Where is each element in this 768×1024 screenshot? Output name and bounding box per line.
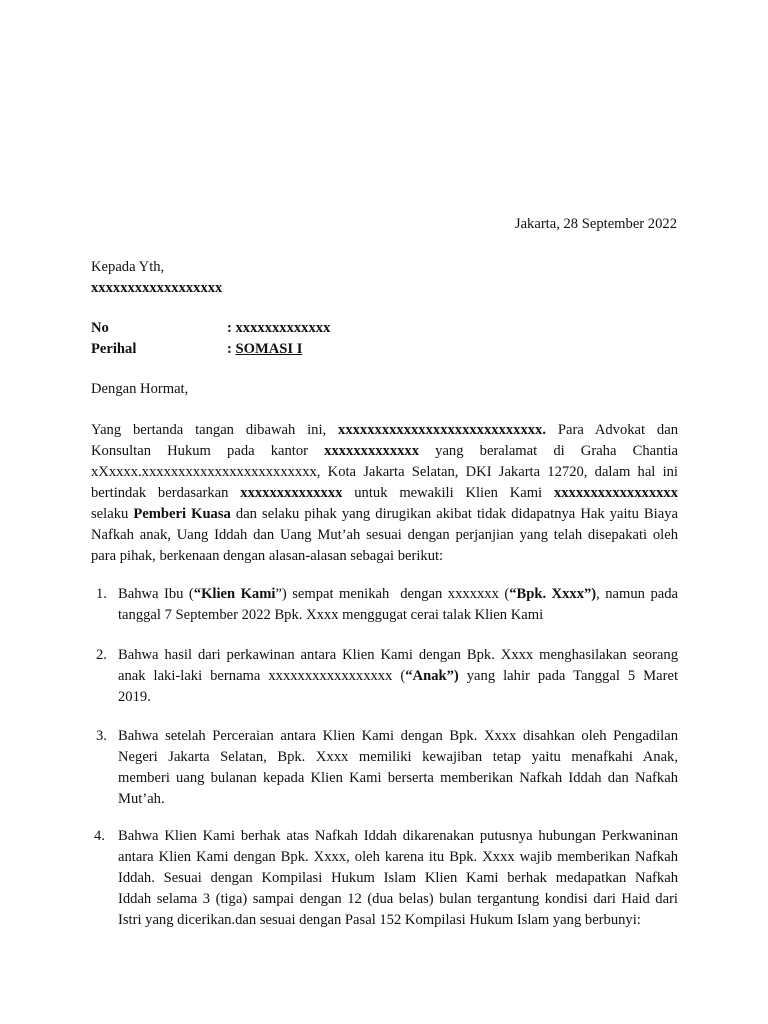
body-paragraph (91, 420, 678, 567)
body-line: Yang bertanda tangan dibawah ini, xxxxxxxxxxxxxxxxxxxxxxxxxxxx. Para Advokat dan (91, 422, 679, 438)
number-value: : xxxxxxxxxxxxx (227, 320, 331, 336)
body-line: Nafkah anak, Uang Iddah dan Uang Mut’ah sesuai dengan perjanjian yang telah disepakati oleh (91, 527, 678, 543)
item-line: Bahwa hasil dari perkawinan antara Klien Kami dengan Bpk. Xxxx menghasilakan seorang (118, 647, 678, 663)
body-line: xXxxxx.xxxxxxxxxxxxxxxxxxxxxxxx, Kota Jakarta Selatan, DKI Jakarta 12720, dalam hal ini (91, 464, 678, 480)
number-row (91, 318, 330, 339)
subject-prefix: : (227, 341, 236, 357)
item-line: 2019. (118, 689, 151, 705)
item-line: Bahwa setelah Perceraian antara Klien Kami dengan Bpk. Xxxx disahkan oleh Pengadilan (118, 728, 678, 744)
item-number: 2. (96, 647, 107, 663)
recipient-name: xxxxxxxxxxxxxxxxxx (91, 280, 223, 296)
item-line: tanggal 7 September 2022 Bpk. Xxxx menggugat cerai talak Klien Kami (118, 607, 544, 623)
recipient-greeting: Kepada Yth, (91, 259, 165, 275)
item-text (118, 826, 678, 931)
item-line: Negeri Jakarta Selatan, Bpk. Xxxx memiliki kewajiban tetap yaitu menafkahi Anak, (118, 749, 678, 765)
body-line: para pihak, berkenaan dengan alasan-alasan sebagai berikut: (91, 548, 444, 564)
letter-date: Jakarta, 28 September 2022 (514, 216, 677, 232)
item-text (118, 726, 678, 810)
subject-value: SOMASI I (235, 341, 303, 357)
item-line: Mut’ah. (118, 791, 165, 807)
salutation: Dengan Hormat, (91, 381, 189, 397)
item-line: Istri yang dicerikan.dan sesuai dengan Pasal 152 Kompilasi Hukum Islam yang berbunyi: (118, 912, 641, 928)
item-line: antara Klien Kami dengan Bpk. Xxxx, oleh karena itu Bpk. Xxxx wajib memberikan Nafkah (118, 849, 678, 865)
subject-row (91, 339, 330, 360)
number-label: No (91, 320, 109, 336)
subject-label: Perihal (91, 341, 137, 357)
body-line: selaku Pemberi Kuasa dan selaku pihak yang dirugikan akibat tidak didapatnya Hak yaitu Biaya (91, 506, 678, 522)
item-line: anak laki-laki bernama xxxxxxxxxxxxxxxxx (“Anak”) yang lahir pada Tanggal 5 Maret (118, 668, 678, 684)
body-line: Konsultan Hukum pada kantor xxxxxxxxxxxxx yang beralamat di Graha Chantia (91, 443, 678, 459)
item-line: memberi uang bulanan kepada Klien Kami berserta memberikan Nafkah Iddah dan Nafkah (118, 770, 678, 786)
item-text (118, 645, 678, 708)
item-line: Bahwa Ibu (“Klien Kami”) sempat menikah dengan xxxxxxx (“Bpk. Xxxx”), namun pada (118, 586, 678, 602)
item-line: Bahwa Klien Kami berhak atas Nafkah Iddah dikarenakan putusnya hubungan Perkwaninan (118, 828, 678, 844)
recipient-block (91, 257, 222, 299)
item-number: 1. (96, 586, 107, 602)
body-line: bertindak berdasarkan xxxxxxxxxxxxxx untuk mewakili Klien Kami xxxxxxxxxxxxxxxxx (91, 485, 678, 501)
item-line: Iddah. Sesuai dengan Kompilasi Hukum Islam Klien Kami berhak medapatkan Nafkah (118, 870, 678, 886)
item-text (118, 584, 678, 626)
item-number: 4. (94, 828, 105, 844)
letter-meta (91, 318, 330, 360)
item-number: 3. (96, 728, 107, 744)
subject-value-wrap (227, 339, 302, 360)
item-line: Iddah selama 3 (tiga) sampai dengan 12 (dua belas) bulan tergantung kondisi dari Haid dari (118, 891, 678, 907)
